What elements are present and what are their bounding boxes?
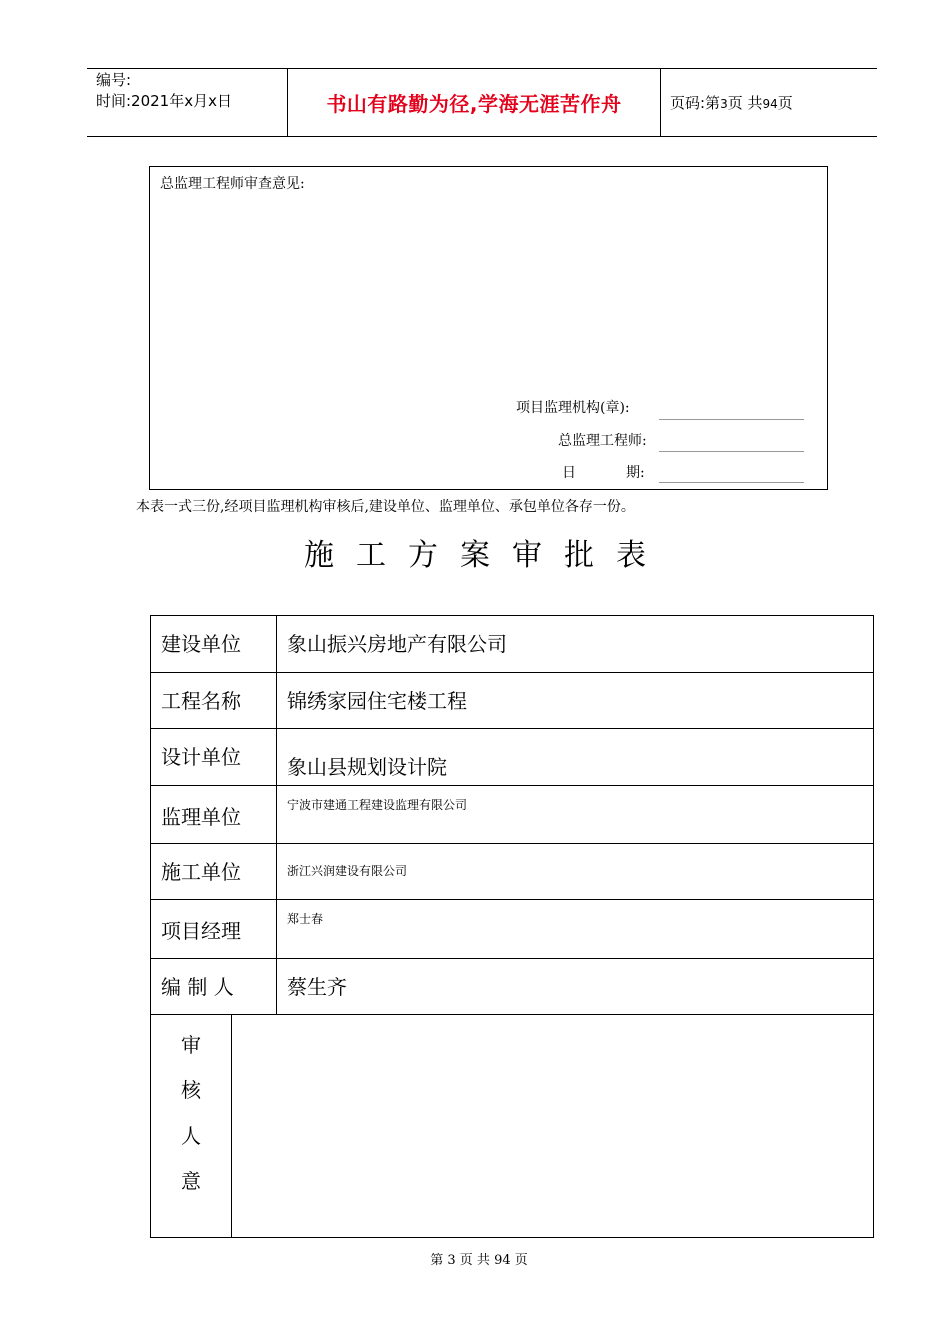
row-value: 蔡生齐 [287, 975, 347, 999]
review-label-char: 审 [181, 1033, 201, 1057]
row-label: 监理单位 [161, 805, 241, 829]
review-row [150, 1014, 874, 1238]
review-label-char: 意 [181, 1169, 201, 1193]
doc-number-label: 编号: [96, 71, 132, 89]
header-page-number: 页码:第3页 共94页 [670, 94, 793, 112]
org-seal-label: 项目监理机构(章): [516, 400, 630, 416]
row-value: 浙江兴润建设有限公司 [287, 864, 408, 878]
table-row [150, 958, 874, 1014]
row-label: 施工单位 [161, 860, 241, 884]
row-value: 锦绣家园住宅楼工程 [287, 689, 467, 713]
table-row [150, 899, 874, 958]
date-label-a: 日 [562, 465, 576, 481]
table-row [150, 843, 874, 899]
opinion-title: 总监理工程师审查意见: [160, 176, 305, 192]
row-value: 宁波市建通工程建设监理有限公司 [287, 798, 468, 812]
form-title: 施工方案审批表 [304, 538, 668, 573]
footer-page-number: 第 3 页 共 94 页 [430, 1253, 528, 1268]
chief-engineer-line [659, 451, 804, 452]
header-divider [660, 68, 661, 136]
row-label: 建设单位 [161, 632, 241, 656]
chief-engineer-opinion-box [149, 166, 828, 490]
org-seal-line [659, 419, 804, 420]
row-value: 象山振兴房地产有限公司 [287, 632, 507, 656]
row-label: 工程名称 [161, 689, 241, 713]
header-bottom-rule [87, 136, 877, 137]
row-label: 项目经理 [161, 919, 241, 943]
row-label: 设计单位 [161, 745, 241, 769]
date-label-b: 期: [626, 465, 645, 481]
table-row [150, 728, 874, 785]
row-label: 编 制 人 [161, 975, 234, 999]
row-value: 郑士春 [287, 912, 324, 926]
chief-engineer-label: 总监理工程师: [558, 433, 647, 449]
distribution-note: 本表一式三份,经项目监理机构审核后,建设单位、监理单位、承包单位各存一份。 [136, 499, 635, 515]
date-line [659, 482, 804, 483]
review-label-char: 核 [181, 1078, 201, 1102]
review-label-char: 人 [181, 1124, 201, 1148]
table-row [150, 672, 874, 728]
row-value: 象山县规划设计院 [287, 755, 447, 779]
table-row [150, 615, 874, 672]
table-row [150, 785, 874, 843]
doc-time-label: 时间:2021年x月x日 [96, 92, 232, 110]
motto: 书山有路勤为径,学海无涯苦作舟 [326, 91, 622, 116]
